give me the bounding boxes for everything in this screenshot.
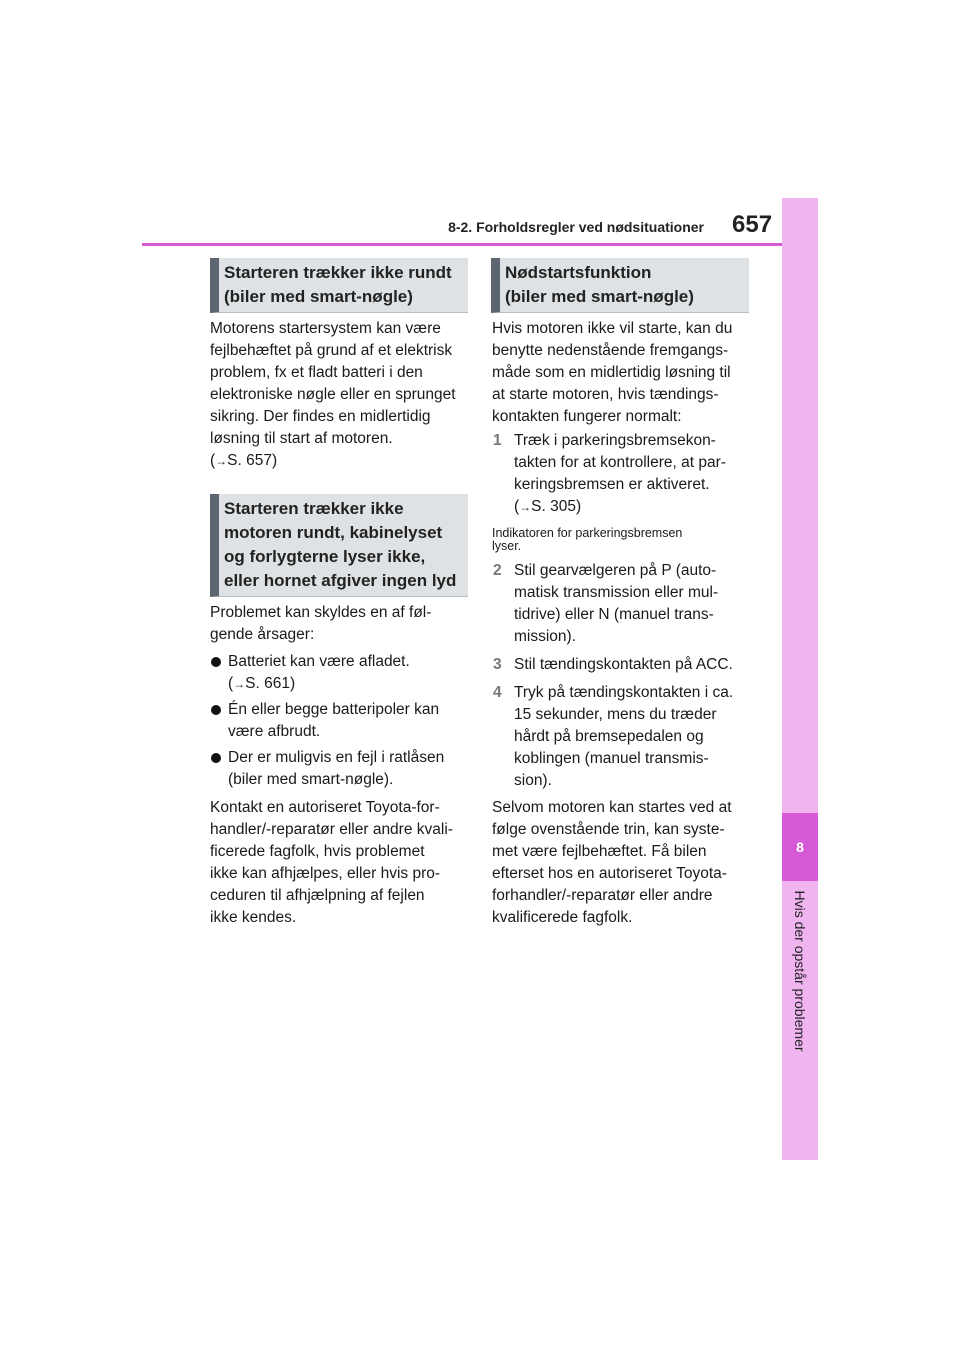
section1-body: Motorens startersystem kan være fejlbehæftet på grund af et elektrisk problem, fx et fladt batteri i den elektroniske nøgle eller en sprunget sikring. Der findes en midlertidig løsning til start af motoren. (→S. 657) <box>210 318 470 472</box>
cause-list-item: Én eller begge batteripoler kan være afbrudt. <box>228 699 468 743</box>
section-title: 8-2. Forholdsregler ved nødsituationer <box>448 219 704 235</box>
procedure-step: 2 Stil gearvælgeren på P (auto- matisk transmission eller mul- tidrive) eller N (manuel trans- mission). <box>493 562 719 645</box>
procedure-step: 4 Tryk på tændingskontakten i ca. 15 sekunder, mens du træder hårdt på bremsepedalen og koblingen (manuel transmis- sion). <box>493 684 734 789</box>
page-reference-link[interactable]: (→S. 661) <box>228 675 296 692</box>
cause-list-item: Batteriet kan være afladet. (→S. 661) <box>228 651 468 695</box>
chapter-label: Hvis der opstår problemer <box>792 890 808 1052</box>
page-number: 657 <box>732 211 773 238</box>
step-number: 1 <box>493 432 502 449</box>
section2-outro: Kontakt en autoriseret Toyota-for- handler/-reparatør eller andre kvali- ficerede fagfolk, hvis problemet ikke kan afhjælpes, eller hvis pro- ceduren til afhjælpning af fejlen ikke kendes. <box>210 799 453 926</box>
procedure-step: 3 Stil tændingskontakten på ACC. <box>514 654 754 676</box>
arrow-right-icon: → <box>215 454 228 468</box>
arrow-right-icon: → <box>519 500 532 514</box>
bullet-icon <box>211 657 221 667</box>
section-heading-starter-no-lights: Starteren trækker ikke motoren rundt, kabinelyset og forlygterne lyser ikke, eller hornet afgiver ingen lyd <box>210 494 468 597</box>
header-divider <box>142 243 782 246</box>
step-note: Indikatoren for parkeringsbremsen lyser. <box>492 526 683 553</box>
bullet-icon <box>211 705 221 715</box>
step-number: 4 <box>493 684 502 701</box>
bullet-icon <box>211 753 221 763</box>
page-reference-link[interactable]: (→S. 305) <box>514 498 582 515</box>
emergency-start-intro: Hvis motoren ikke vil starte, kan du benytte nedenstående fremgangs- måde som en midlertidig løsning til at starte motoren, hvis tændings- kontakten fungerer normalt: <box>492 320 733 425</box>
page-reference-link[interactable]: (→S. 657) <box>210 452 278 469</box>
cause-list-item: Der er muligvis en fejl i ratlåsen (biler med smart-nøgle). <box>228 747 468 791</box>
section-heading-starter-not-cranking: Starteren trækker ikke rundt (biler med smart-nøgle) <box>210 258 468 313</box>
emergency-start-outro: Selvom motoren kan startes ved at følge ovenstående trin, kan syste- met være fejlbehæftet. Få bilen efterset hos en autoriseret Toyota- forhandler/-reparatør eller andre kvalificerede fagfolk. <box>492 799 732 926</box>
procedure-step: 1 Træk i parkeringsbremsekon- takten for at kontrollere, at par- keringsbremsen er aktiveret. (→S. 305) <box>514 430 754 518</box>
arrow-right-icon: → <box>233 677 246 691</box>
section2-intro: Problemet kan skyldes en af føl- gende årsager: <box>210 604 432 643</box>
chapter-number-tab[interactable]: 8 <box>782 813 818 881</box>
step-number: 2 <box>493 562 502 579</box>
section-heading-emergency-start: Nødstartsfunktion (biler med smart-nøgle) <box>491 258 749 313</box>
step-number: 3 <box>493 656 502 673</box>
